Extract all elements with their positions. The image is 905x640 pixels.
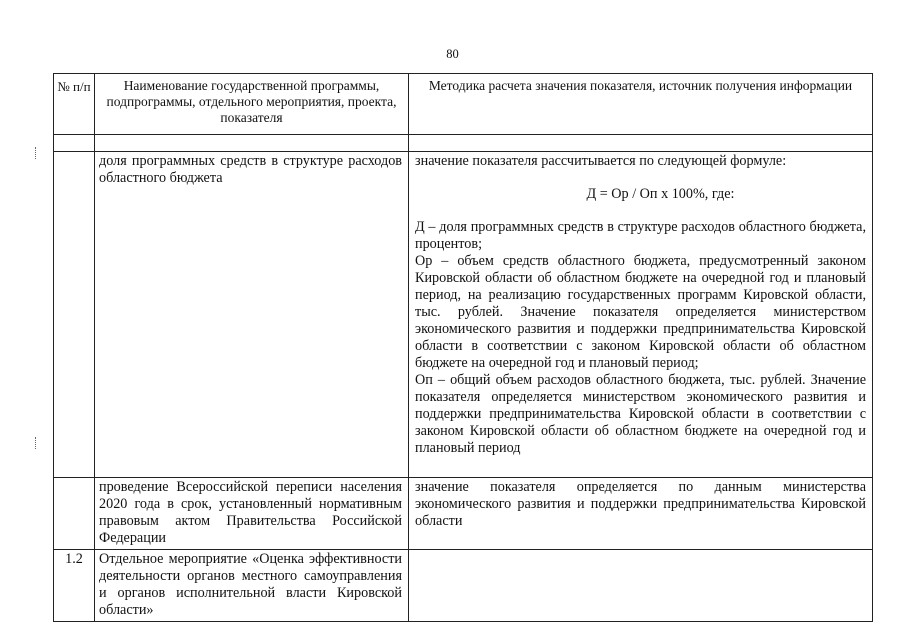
margin-mark	[35, 437, 38, 449]
table-spacer-row	[54, 135, 873, 152]
row-number	[54, 478, 95, 550]
method-intro: значение показателя рассчитывается по следующей формуле:	[415, 153, 787, 169]
indicator-table	[53, 73, 873, 622]
row-method	[409, 550, 873, 622]
formula: Д = Ор / Оп х 100%, где:	[586, 186, 735, 202]
page-number: 80	[446, 47, 459, 61]
table-row	[54, 550, 873, 622]
margin-mark	[35, 147, 38, 159]
row-method	[409, 152, 873, 478]
row-name: проведение Всероссийской переписи населения 2020 года в срок, установленный нормативным правовым актом Правительства Российской Федерации	[95, 478, 409, 550]
table-row	[54, 478, 873, 550]
row-number	[54, 152, 95, 478]
definition: Ор – объем средств областного бюджета, предусмотренный законом Кировской области об областном бюджете на очередной год и плановый период, на реализацию государственных программ Кировской области, тыс. рублей. Значение показателя определяется министерством экономического развития и поддержки предпринимательства Кировской области в соответствии с законом Кировской области об областном бюджете на очередной год и плановый период;	[415, 253, 866, 371]
spacer-cell	[54, 135, 95, 152]
spacer-cell	[95, 135, 409, 152]
table-row	[54, 152, 873, 478]
row-name: доля программных средств в структуре расходов областного бюджета	[95, 152, 409, 478]
spacer-cell	[409, 135, 873, 152]
row-number: 1.2	[54, 550, 95, 622]
row-name: Отдельное мероприятие «Оценка эффективности деятельности органов местного самоуправления и органов исполнительной власти Кировской области»	[95, 550, 409, 622]
header-method: Методика расчета значения показателя, источник получения информации	[409, 74, 873, 135]
definition: Оп – общий объем расходов областного бюджета, тыс. рублей. Значение показателя определяется министерством экономического развития и поддержки предпринимательства Кировской области в соответствии с законом Кировской области об областном бюджете на очередной год и плановый период	[415, 372, 866, 456]
definition: Д – доля программных средств в структуре расходов областного бюджета, процентов;	[415, 219, 866, 252]
header-name: Наименование государственной программы, подпрограммы, отдельного мероприятия, проекта, показателя	[95, 74, 409, 135]
row-method: значение показателя определяется по данным министерства экономического развития и поддержки предпринимательства Кировской области	[409, 478, 873, 550]
header-number: № п/п	[54, 74, 95, 135]
table-header-row	[54, 74, 873, 135]
